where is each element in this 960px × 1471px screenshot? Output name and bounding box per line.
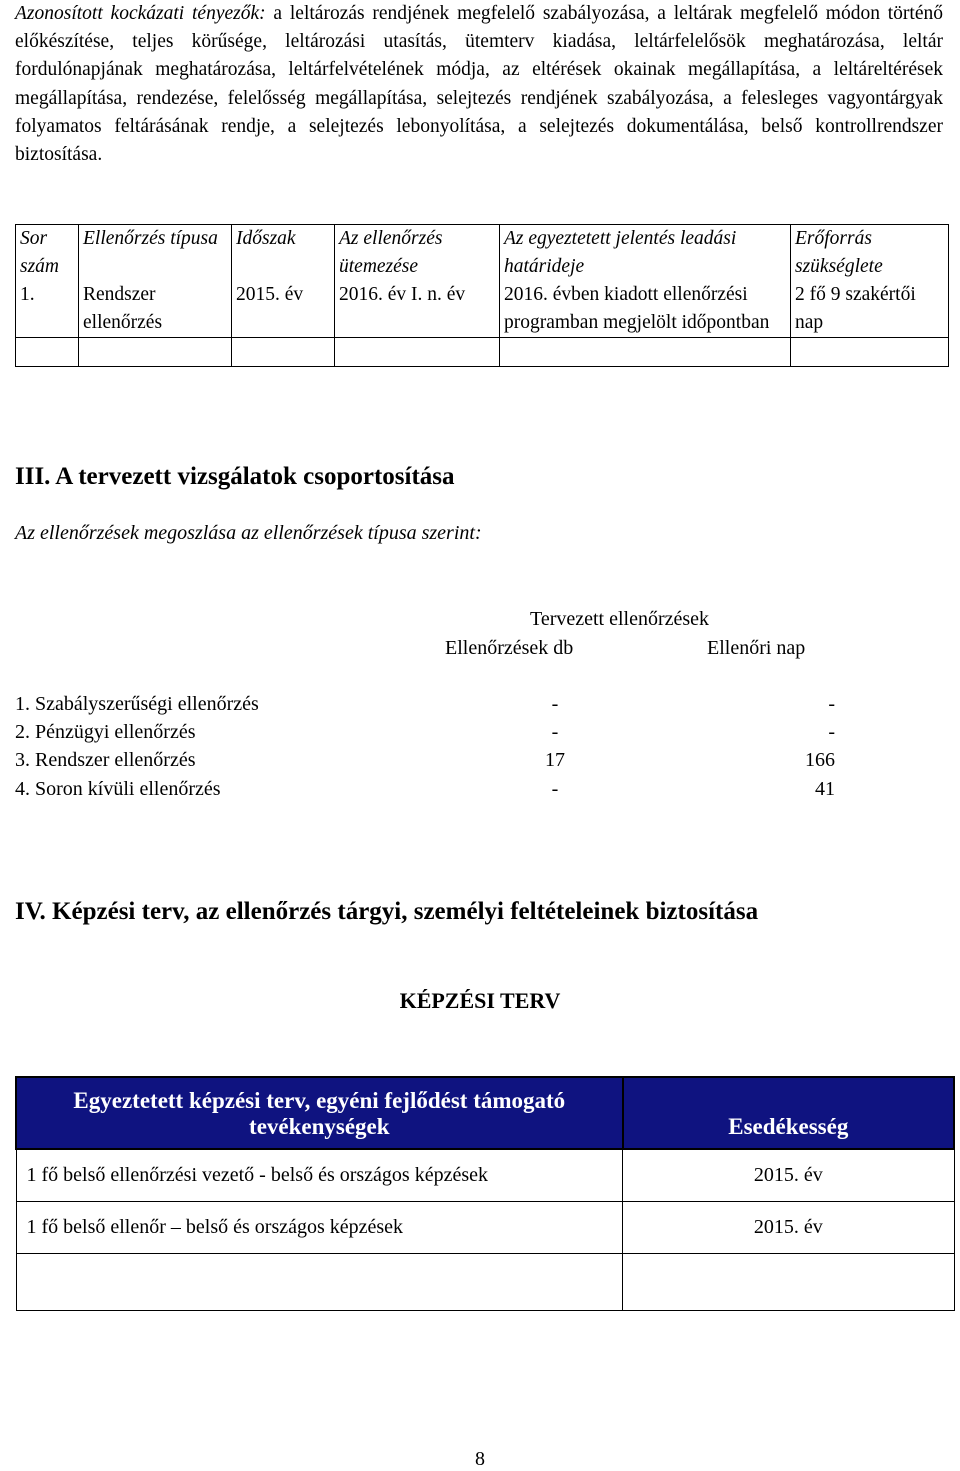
inspection-type-label: 2. Pénzügyi ellenőrzés — [15, 721, 196, 743]
inspection-count: - — [551, 693, 559, 715]
inspection-type-label: 3. Rendszer ellenőrzés — [15, 749, 196, 771]
activity-cell: 1 fő belső ellenőr – belső és országos képzések — [16, 1202, 623, 1254]
risk-factors-paragraph — [15, 0, 943, 169]
inspection-days: - — [828, 693, 835, 715]
training-plan-title: KÉPZÉSI TERV — [399, 988, 561, 1013]
risk-factors-body: a leltározás rendjének megfelelő szabályozása, a leltárak megfelelő módon történő előkészítése, teljes körűsége, leltározási utasítás, ütemterv kiadása, leltárfelelősök meghatározása, leltár fordulónapjának meghatározása, leltárfelvételének módja, az eltérések okainak megállapítása, a leltáreltérések megállapítása, rendezése, felelősség megállapítása, selejtezés rendjének szabályozása, a felesleges vagyontárgyak folyamatos feltárásának rendje, a selejtezés lebonyolítása, a selejtezés dokumentálása, belső kontrollrendszer biztosítása. — [15, 3, 943, 166]
inspection-days: 41 — [815, 778, 835, 800]
cell-tipus: Rendszer ellenőrzés — [79, 281, 232, 338]
table-row — [16, 1149, 954, 1202]
cell-utemezes: 2016. év I. n. év — [335, 281, 500, 338]
header-eroforras: Erőforrás szükséglete — [791, 225, 949, 282]
table-row — [16, 1202, 954, 1254]
due-cell: 2015. év — [623, 1202, 954, 1254]
cell-hatarido: 2016. évben kiadott ellenőrzési programban megjelölt időpontban — [500, 281, 791, 338]
cell-eroforras: 2 fő 9 szakértői nap — [791, 281, 949, 338]
activity-cell: 1 fő belső ellenőrzési vezető - belső és országos képzések — [16, 1149, 623, 1202]
page-number: 8 — [475, 1448, 485, 1470]
list-item — [15, 721, 835, 749]
audit-plan-table — [15, 224, 949, 367]
inspection-count: - — [551, 721, 559, 743]
cell-sor: 1. — [16, 281, 79, 338]
empty-row — [16, 338, 949, 367]
column-header-nap: Ellenőri nap — [707, 637, 806, 659]
risk-factors-lead: Azonosított kockázati tényezők: — [15, 3, 266, 24]
header-due: Esedékesség — [623, 1077, 954, 1149]
inspection-type-label: 4. Soron kívüli ellenőrzés — [15, 778, 221, 800]
inspection-count: - — [551, 778, 559, 800]
header-utemezes: Az ellenőrzés ütemezése — [335, 225, 500, 282]
inspection-type-label: 1. Szabályszerűségi ellenőrzés — [15, 693, 259, 715]
section-4-heading: IV. Képzési terv, az ellenőrzés tárgyi, személyi feltételeinek biztosítása — [15, 898, 759, 925]
header-activity: Egyeztetett képzési terv, egyéni fejlődést támogató tevékenységek — [16, 1077, 623, 1149]
inspection-days: 166 — [805, 749, 835, 771]
header-sor: Sor szám — [16, 225, 79, 282]
inspection-days: - — [828, 721, 835, 743]
list-item — [15, 693, 835, 721]
section-3-subheading: Az ellenőrzések megoszlása az ellenőrzések típusa szerint: — [15, 522, 482, 544]
header-hatarido: Az egyeztetett jelentés leadási határideje — [500, 225, 791, 282]
audit-plan-header-row — [16, 225, 949, 282]
header-tipus: Ellenőrzés típusa — [79, 225, 232, 282]
list-item — [15, 749, 835, 777]
due-cell: 2015. év — [623, 1149, 954, 1202]
training-header-row — [16, 1077, 954, 1149]
planned-inspections-title: Tervezett ellenőrzések — [530, 608, 710, 630]
empty-row — [16, 1254, 954, 1311]
column-header-db: Ellenőrzések db — [445, 637, 574, 659]
table-row — [16, 281, 949, 338]
inspection-count: 17 — [545, 749, 565, 771]
cell-idoszak: 2015. év — [232, 281, 335, 338]
header-idoszak: Időszak — [232, 225, 335, 282]
training-plan-table — [15, 1076, 955, 1311]
list-item — [15, 778, 835, 806]
section-3-heading: III. A tervezett vizsgálatok csoportosítása — [15, 463, 455, 490]
